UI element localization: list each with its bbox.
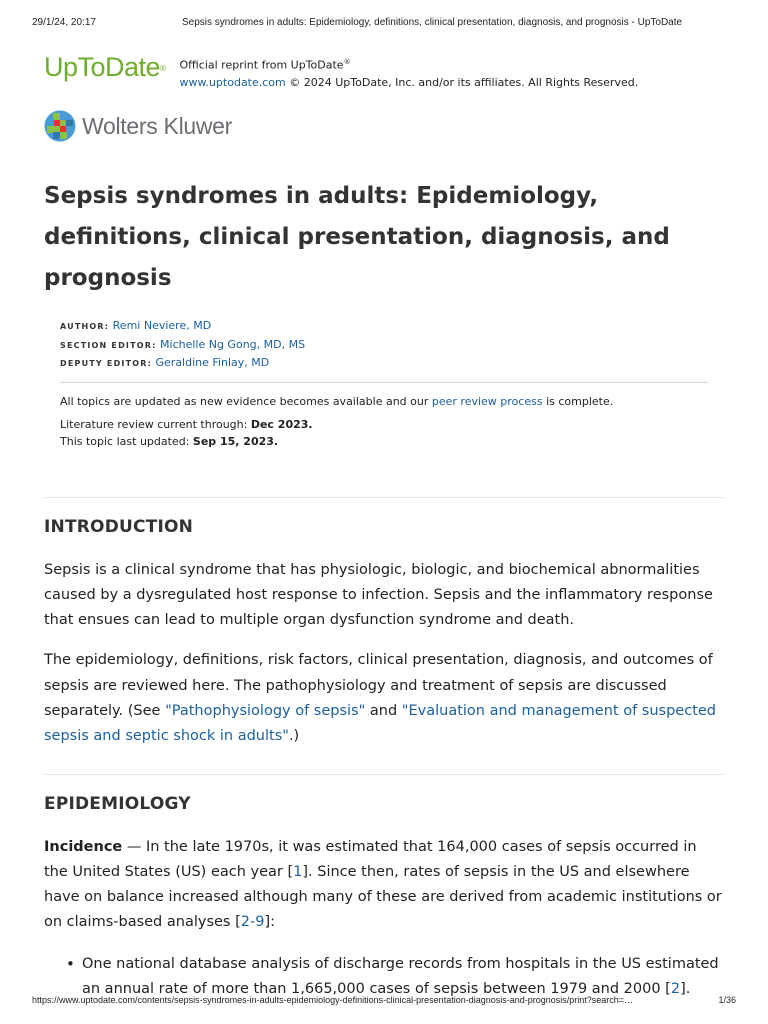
section-divider: [44, 774, 724, 775]
lit-review-date: Dec 2023.: [250, 417, 313, 431]
meta-divider: [60, 382, 708, 383]
lit-review-label: Literature review current through:: [60, 417, 251, 431]
deputy-editor-line: [60, 354, 708, 373]
article-meta: [60, 317, 708, 450]
introduction-heading: INTRODUCTION: [44, 516, 194, 537]
last-updated-date: Sep 15, 2023.: [192, 434, 279, 448]
publisher-name: Wolters Kluwer: [82, 112, 233, 139]
author-link[interactable]: Remi Neviere, MD: [112, 319, 212, 332]
section-divider: [44, 497, 724, 498]
article: [44, 176, 724, 1002]
reprint-line: Official reprint from UpToDate: [179, 58, 344, 72]
reference-link[interactable]: 1: [293, 863, 303, 880]
uptodate-logo[interactable]: UpToDate®: [44, 52, 166, 82]
wolters-kluwer-logo: [44, 110, 232, 142]
uptodate-site-link[interactable]: www.uptodate.com: [179, 75, 286, 89]
print-timestamp: 29/1/24, 20:17: [32, 17, 96, 28]
evaluation-management-link[interactable]: "Evaluation and management of suspected sepsis and septic shock in adults": [44, 702, 717, 745]
epidemiology-heading: EPIDEMIOLOGY: [44, 793, 191, 814]
section-editor-link[interactable]: Michelle Ng Gong, MD, MS: [160, 337, 306, 351]
page-number: 1/36: [718, 995, 736, 1005]
list-item: • One national database analysis of discharge records from hospitals in the US estimated an annual rate of more than 1,665,000 cases of sepsis between 1979 and 2000 [2].: [82, 952, 724, 1003]
print-url: https://www.uptodate.com/contents/sepsis-syndromes-in-adults-epidemiology-definitions-clinical-presentation-diagnosis-and-prognosis/print?search=…: [32, 995, 634, 1005]
deputy-editor-link[interactable]: Geraldine Finlay, MD: [155, 356, 270, 369]
author-label: AUTHOR:: [60, 322, 110, 331]
introduction-paragraph-1: Sepsis is a clinical syndrome that has physiologic, biologic, and biochemical abnormalities caused by a dysregulated host response to infection. Sepsis and the inflammatory response that ensues can lead to multiple organ dysfunction syndrome and death.: [44, 561, 713, 629]
section-editor-label: SECTION EDITOR:: [60, 340, 157, 350]
author-line: [60, 317, 708, 336]
incidence-label: Incidence: [44, 838, 123, 855]
print-header: [32, 17, 736, 28]
incidence-paragraph: Incidence — In the late 1970s, it was estimated that 164,000 cases of sepsis occurred in the United States (US) each year [1]. Since then, rates of sepsis in the US and elsewhere have on balance increased although many of these are derived from academic institutions or on claims-based analyses [2-9]:: [44, 838, 722, 931]
review-dates: [60, 416, 708, 450]
peer-review-link[interactable]: peer review process: [431, 394, 543, 408]
article-title: Sepsis syndromes in adults: Epidemiology, definitions, clinical presentation, diagnosis, and prognosis: [44, 183, 670, 291]
last-updated-label: This topic last updated:: [60, 434, 193, 448]
introduction-paragraph-2: The epidemiology, definitions, risk factors, clinical presentation, diagnosis, and outcomes of sepsis are reviewed here. The pathophysiology and treatment of sepsis are discussed separately. (See "Pathophysiology of sepsis" and "Evaluation and management of suspected sepsis and septic shock in adults".): [44, 652, 717, 745]
deputy-editor-label: DEPUTY EDITOR:: [60, 359, 152, 368]
reference-link[interactable]: 2-9: [240, 914, 265, 931]
brand-header: [44, 50, 638, 91]
print-page-title: Sepsis syndromes in adults: Epidemiology, definitions, clinical presentation, diagnosis, and prognosis - UpToDate: [182, 17, 683, 28]
section-editor-line: [60, 336, 708, 355]
update-note: All topics are updated as new evidence becomes available and our peer review process is complete.: [60, 394, 614, 408]
reference-link[interactable]: 2: [670, 981, 681, 998]
reprint-notice: Official reprint from UpToDate® www.uptodate.com © 2024 UpToDate, Inc. and/or its affiliates. All Rights Reserved.: [179, 58, 639, 89]
wolters-kluwer-mark-icon: [44, 110, 76, 142]
print-footer: [32, 995, 736, 1005]
pathophysiology-link[interactable]: "Pathophysiology of sepsis": [165, 702, 366, 719]
copyright-text: © 2024 UpToDate, Inc. and/or its affiliates. All Rights Reserved.: [285, 75, 639, 89]
